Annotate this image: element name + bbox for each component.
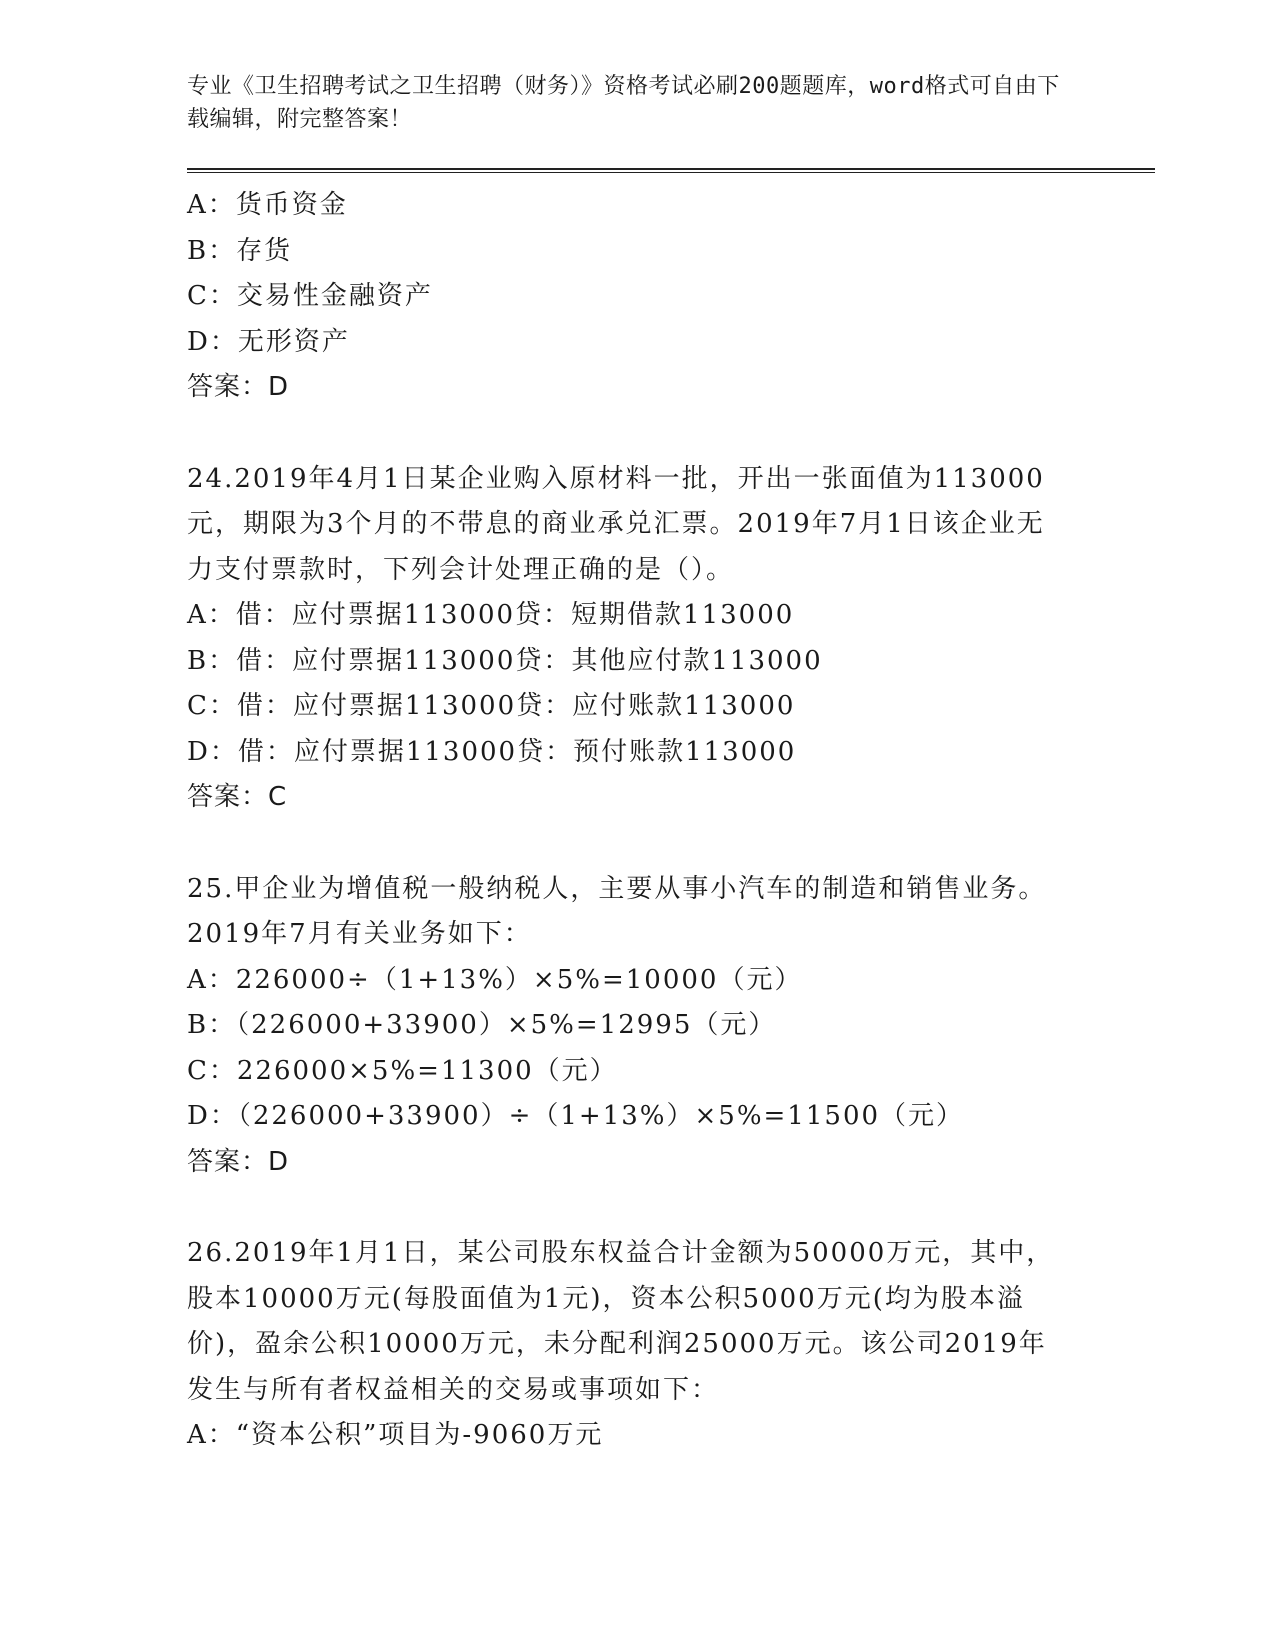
answer-line: 答案：D bbox=[187, 372, 290, 402]
question-stem: 26.2019年1月1日，某公司股东权益合计金额为50000万元，其中，股本10000万元(每股面值为1元)，资本公积5000万元(均为股本溢价)，盈余公积10000万元，未分配利润25000万元。该公司2019年发生与所有者权益相关的交易或事项如下： bbox=[187, 1238, 1055, 1405]
option-c: C：226000×5%=11300（元） bbox=[187, 1055, 618, 1086]
question-26 bbox=[187, 1231, 1147, 1459]
option-c: C：借：应付票据113000贷：应付账款113000 bbox=[187, 691, 796, 721]
answer-line: 答案：D bbox=[187, 1146, 290, 1177]
option-b: B：存货 bbox=[187, 235, 293, 266]
option-d: D：借：应付票据113000贷：预付账款113000 bbox=[187, 736, 797, 767]
option-d: D：无形资产 bbox=[187, 326, 350, 357]
document-header: 专业《卫生招聘考试之卫生招聘（财务）》资格考试必刷200题题库，word格式可自由下载编辑，附完整答案！ bbox=[187, 74, 1060, 132]
header-divider bbox=[187, 168, 1155, 173]
option-a: A：“资本公积”项目为-9060万元 bbox=[187, 1420, 604, 1450]
option-b: B：（226000+33900）×5%=12995（元） bbox=[187, 1010, 777, 1040]
prev-question-options bbox=[187, 183, 1147, 365]
option-b: B：借：应付票据113000贷：其他应付款113000 bbox=[187, 645, 823, 676]
document-page bbox=[187, 70, 1147, 1459]
question-25 bbox=[187, 867, 1147, 1140]
question-stem: 25.甲企业为增值税一般纳税人，主要从事小汽车的制造和销售业务。2019年7月有关业务如下： bbox=[187, 873, 1047, 949]
option-c: C：交易性金融资产 bbox=[187, 281, 433, 311]
answer-line: 答案：C bbox=[187, 782, 288, 812]
question-24 bbox=[187, 457, 1147, 776]
option-a: A：226000÷（1+13%）×5%=10000（元） bbox=[187, 964, 803, 995]
option-a: A：货币资金 bbox=[187, 190, 348, 220]
option-d: D：（226000+33900）÷（1+13%）×5%=11500（元） bbox=[187, 1101, 965, 1131]
question-stem: 24.2019年4月1日某企业购入原材料一批，开出一张面值为113000元，期限为3个月的不带息的商业承兑汇票。2019年7月1日该企业无力支付票款时，下列会计处理正确的是（）。 bbox=[187, 463, 1045, 585]
option-a: A：借：应付票据113000贷：短期借款113000 bbox=[187, 600, 795, 630]
